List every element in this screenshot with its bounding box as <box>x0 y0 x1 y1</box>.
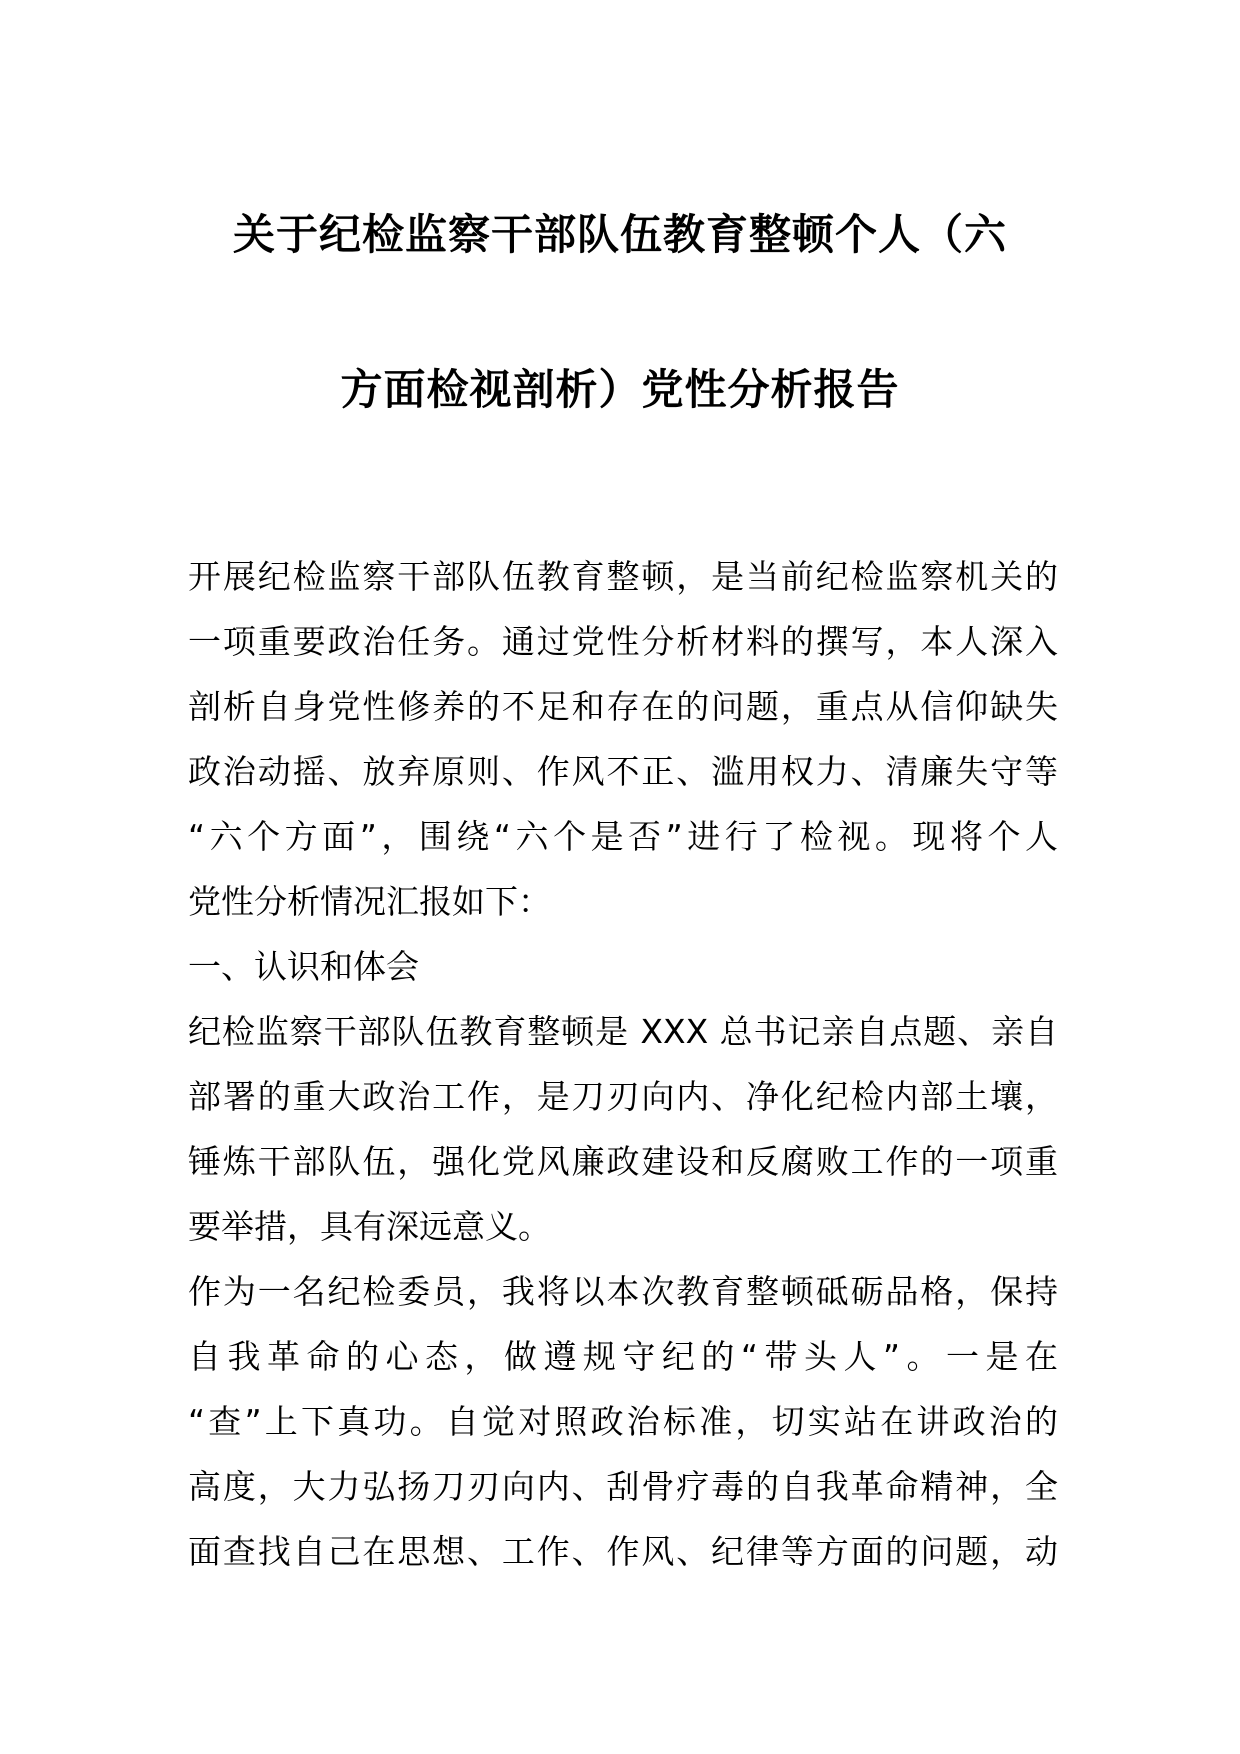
paragraph-3-line-2: 自我革命的心态，做遵规守纪的“带头人”。一是在 <box>188 1337 1058 1376</box>
paragraph-3-line-5: 面查找自己在思想、工作、作风、纪律等方面的问题，动 <box>188 1532 1058 1571</box>
paragraph-2-line-2: 部署的重大政治工作，是刀刃向内、净化纪检内部土壤， <box>188 1077 1058 1116</box>
paragraph-3-line-4: 高度，大力弘扬刀刃向内、刮骨疗毒的自我革命精神，全 <box>188 1467 1058 1506</box>
paragraph-1-line-5: “六个方面”，围绕“六个是否”进行了检视。现将个人 <box>188 817 1058 856</box>
document-title-line-2: 方面检视剖析）党性分析报告 <box>340 365 900 414</box>
paragraph-2-line-1: 纪检监察干部队伍教育整顿是 XXX 总书记亲自点题、亲自 <box>188 1012 1058 1051</box>
document-body <box>188 544 1058 1584</box>
paragraph-2-line-4: 要举措，具有深远意义。 <box>188 1207 551 1246</box>
paragraph-1-line-4: 政治动摇、放弃原则、作风不正、滥用权力、清廉失守等 <box>188 752 1058 791</box>
paragraph-1-line-3: 剖析自身党性修养的不足和存在的问题，重点从信仰缺失 <box>188 687 1058 726</box>
paragraph-1-line-1: 开展纪检监察干部队伍教育整顿，是当前纪检监察机关的 <box>188 557 1058 596</box>
paragraph-3-line-3: “查”上下真功。自觉对照政治标准，切实站在讲政治的 <box>188 1402 1058 1441</box>
document-title-line-1: 关于纪检监察干部队伍教育整顿个人（六 <box>232 210 1007 259</box>
paragraph-1-line-2: 一项重要政治任务。通过党性分析材料的撰写，本人深入 <box>188 622 1058 661</box>
section-heading-1: 一、认识和体会 <box>188 947 419 986</box>
paragraph-1-line-6: 党性分析情况汇报如下： <box>188 882 551 921</box>
paragraph-3-line-1: 作为一名纪检委员，我将以本次教育整顿砥砺品格，保持 <box>188 1272 1058 1311</box>
paragraph-2-line-3: 锤炼干部队伍，强化党风廉政建设和反腐败工作的一项重 <box>188 1142 1058 1181</box>
